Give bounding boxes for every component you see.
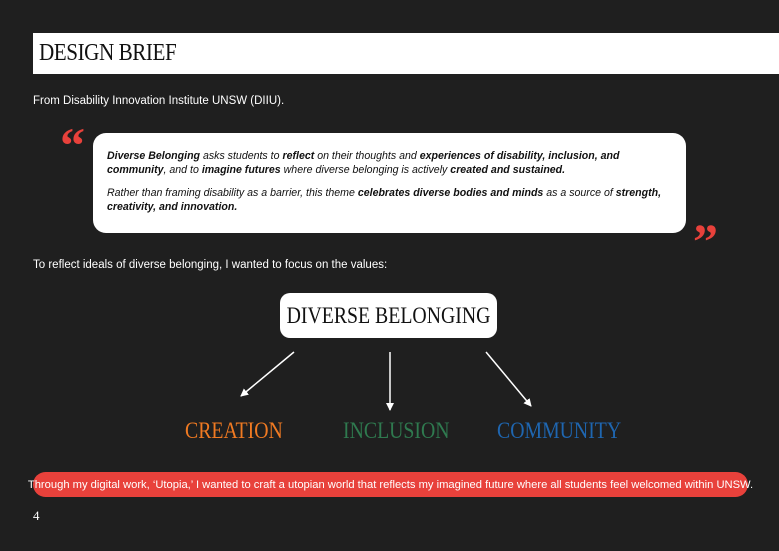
p1-run-1: asks students to	[200, 150, 283, 162]
p2-run-0: Rather than framing disability as a barrier, this theme	[107, 187, 358, 199]
p1-run-2: reflect	[282, 150, 315, 162]
source-line: From Disability Innovation Institute UNSW (DIIU).	[33, 95, 285, 107]
value-community: COMMUNITY	[497, 418, 622, 443]
p1-run-3: on their thoughts and	[314, 150, 420, 162]
diverse-belonging-label: DIVERSE BELONGING	[286, 302, 491, 328]
open-quote-icon: “	[60, 117, 85, 173]
p2-run-1: celebrates diverse bodies and minds	[357, 187, 544, 199]
page-title: DESIGN BRIEF	[39, 40, 177, 66]
p1-run-6: imagine futures	[201, 163, 281, 176]
p1-run-7: where diverse belonging is actively	[280, 163, 451, 176]
lead-text: To reflect ideals of diverse belonging, I wanted to focus on the values:	[33, 259, 388, 271]
p1-run-4: experiences of disability, inclusion, and community	[107, 150, 620, 176]
value-inclusion: INCLUSION	[343, 418, 450, 443]
value-creation: CREATION	[185, 418, 283, 443]
utopia-statement: Through my digital work, ‘Utopia,’ I wanted to craft a utopian world that reflects my imagined future where all students feel welcomed within UNSW.	[33, 472, 748, 497]
p2-run-3: strength, creativity, and innovation.	[107, 187, 662, 213]
p1-run-5: , and to	[163, 163, 202, 176]
close-quote-icon: ”	[693, 213, 718, 269]
arrow-to-community	[486, 352, 531, 406]
p1-run-0: Diverse Belonging	[107, 150, 201, 162]
page-number: 4	[33, 508, 40, 523]
p1-run-8: created and sustained.	[450, 163, 566, 176]
arrow-to-creation	[241, 352, 294, 396]
p2-run-2: as a source of	[543, 187, 616, 199]
